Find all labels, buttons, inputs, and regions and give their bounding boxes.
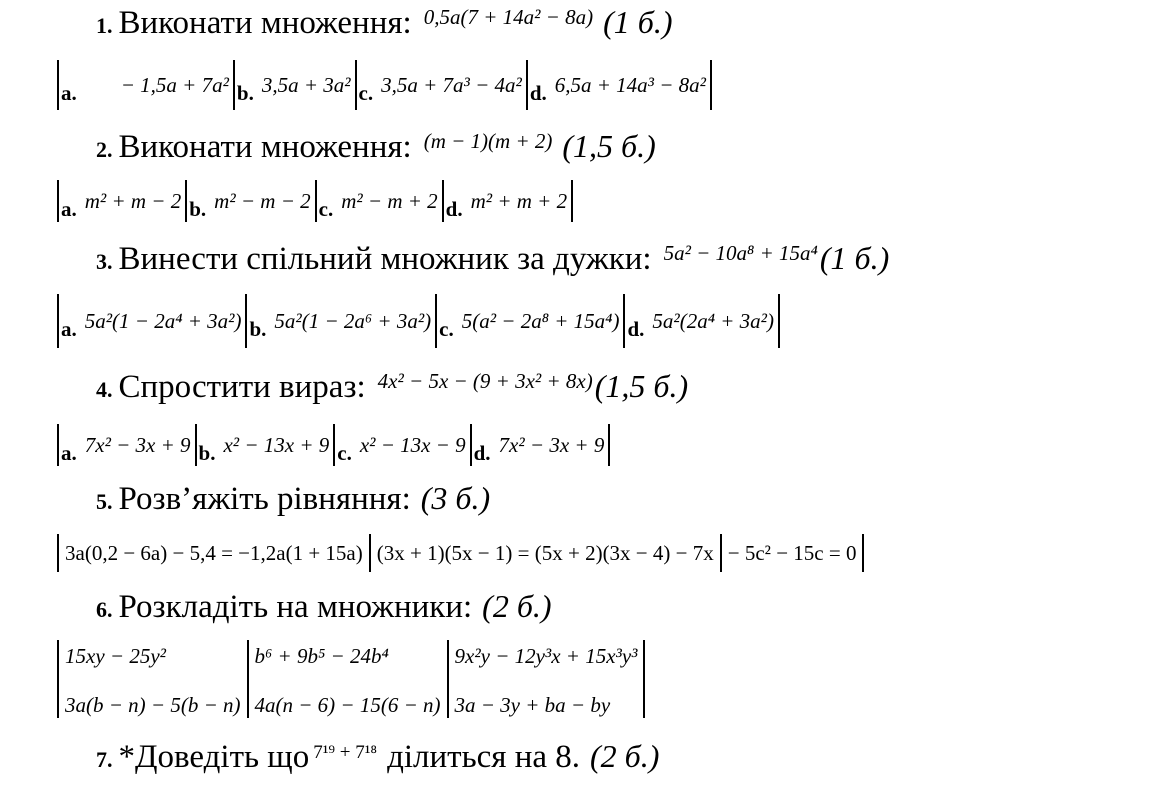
task-title: Спростити вираз:: [118, 369, 366, 405]
option-value: x² − 13x − 9: [359, 432, 466, 457]
task-2-options: [57, 180, 573, 222]
expression: 3a(b − n) − 5(b − n): [65, 693, 241, 717]
option-value: 7x² − 3x + 9: [84, 432, 191, 457]
expression: 15xy − 25y²: [65, 644, 166, 668]
task-3-heading: [96, 240, 889, 278]
option-value: − 1,5a + 7a²: [120, 72, 229, 97]
task-number: 1.: [96, 13, 113, 38]
option-label: b.: [236, 80, 254, 105]
task-points: (1 б.): [819, 240, 890, 276]
task-number: 7.: [96, 747, 113, 772]
task-number: 3.: [96, 249, 113, 274]
option-label: b.: [249, 316, 267, 341]
option-label: c.: [337, 440, 352, 465]
task-expression: 5a² − 10a⁸ + 15a⁴: [663, 241, 818, 265]
equation: − 5c² − 15c = 0: [722, 534, 865, 572]
option-label: d.: [445, 196, 463, 221]
option-c: [317, 180, 444, 222]
task-4-heading: [96, 368, 688, 406]
task-expression: 4x² − 5x − (9 + 3x² + 8x): [377, 369, 593, 393]
task-1-options: [57, 60, 712, 110]
task-points: (1 б.): [603, 4, 673, 40]
task-points: (3 б.): [420, 480, 491, 516]
task-6-expressions: [57, 640, 645, 718]
option-label: d.: [627, 316, 645, 341]
option-b: [187, 180, 316, 222]
option-c: [335, 424, 471, 466]
option-d: [472, 424, 611, 466]
option-a: [59, 424, 197, 466]
option-label: a.: [61, 440, 77, 465]
task-expression: 0,5a(7 + 14a² − 8a): [423, 5, 594, 29]
option-d: [528, 60, 712, 110]
expression-column: [449, 640, 646, 718]
option-label: c.: [358, 80, 374, 105]
option-a: [59, 180, 187, 222]
option-value: 5a²(1 − 2a⁴ + 3a²): [84, 308, 242, 333]
task-title: Розкладіть на множники:: [118, 589, 473, 625]
task-number: 6.: [96, 597, 113, 622]
task-5-heading: [96, 480, 490, 518]
option-label: b.: [198, 440, 216, 465]
task-points: (1,5 б.): [562, 128, 656, 164]
option-value: x² − 13x + 9: [223, 432, 330, 457]
option-value: 3,5a + 3a²: [261, 72, 351, 97]
option-value: m² + m + 2: [470, 188, 568, 213]
option-label: c.: [318, 196, 334, 221]
task-number: 2.: [96, 137, 113, 162]
option-label: c.: [439, 316, 454, 341]
option-value: m² − m − 2: [214, 188, 311, 213]
task-number: 5.: [96, 489, 113, 514]
task-title-continued: ділиться на 8.: [387, 739, 581, 775]
equation: 3a(0,2 − 6a) − 5,4 = −1,2a(1 + 15a): [59, 534, 371, 572]
option-label: d.: [529, 80, 547, 105]
option-value: 6,5a + 14a³ − 8a²: [554, 72, 706, 97]
option-d: [625, 294, 780, 348]
option-a: [59, 60, 235, 110]
option-b: [235, 60, 357, 110]
task-5-equations: [57, 534, 864, 572]
expression: 3a − 3y + ba − by: [454, 693, 611, 717]
expression: 9x²y − 12y³x + 15x³y³: [454, 644, 638, 668]
option-b: [247, 294, 437, 348]
task-points: (1,5 б.): [594, 368, 689, 404]
expression: b⁶ + 9b⁵ − 24b⁴: [254, 644, 389, 668]
option-a: [59, 294, 247, 348]
option-b: [197, 424, 336, 466]
equation: (3x + 1)(5x − 1) = (5x + 2)(3x − 4) − 7x: [371, 534, 722, 572]
option-value: 7x² − 3x + 9: [498, 432, 605, 457]
option-value: m² + m − 2: [84, 188, 182, 213]
option-d: [444, 180, 573, 222]
task-title: Винести спільний множник за дужки:: [118, 241, 652, 277]
option-label: a.: [61, 316, 77, 341]
option-label: b.: [189, 196, 207, 221]
task-2-heading: [96, 128, 656, 166]
task-number: 4.: [96, 377, 113, 402]
option-c: [357, 60, 528, 110]
option-value: 5(a² − 2a⁸ + 15a⁴): [461, 308, 620, 333]
option-value: 3,5a + 7a³ − 4a²: [381, 72, 522, 97]
option-label: d.: [473, 440, 491, 465]
task-points: (2 б.): [590, 738, 660, 774]
task-expression: 7¹⁹ + 7¹⁸: [313, 742, 378, 763]
option-c: [437, 294, 625, 348]
task-4-options: [57, 424, 610, 466]
option-label: a.: [61, 196, 77, 221]
task-3-options: [57, 294, 780, 348]
task-1-heading: [96, 4, 673, 42]
task-title: Виконати множення:: [118, 5, 412, 41]
option-label: a.: [61, 80, 77, 105]
task-title: Розв’яжіть рівняння:: [118, 481, 411, 517]
option-value: 5a²(2a⁴ + 3a²): [652, 308, 774, 333]
task-points: (2 б.): [482, 588, 552, 624]
task-title: Виконати множення:: [118, 129, 412, 165]
task-title: *Доведіть що: [118, 739, 310, 775]
option-value: 5a²(1 − 2a⁶ + 3a²): [274, 308, 432, 333]
task-expression: (m − 1)(m + 2): [423, 129, 553, 153]
expression-column: [59, 640, 249, 718]
expression-column: [249, 640, 449, 718]
task-7-heading: [96, 738, 659, 776]
task-6-heading: [96, 588, 552, 626]
option-value: m² − m + 2: [341, 188, 438, 213]
expression: 4a(n − 6) − 15(6 − n): [254, 693, 441, 717]
